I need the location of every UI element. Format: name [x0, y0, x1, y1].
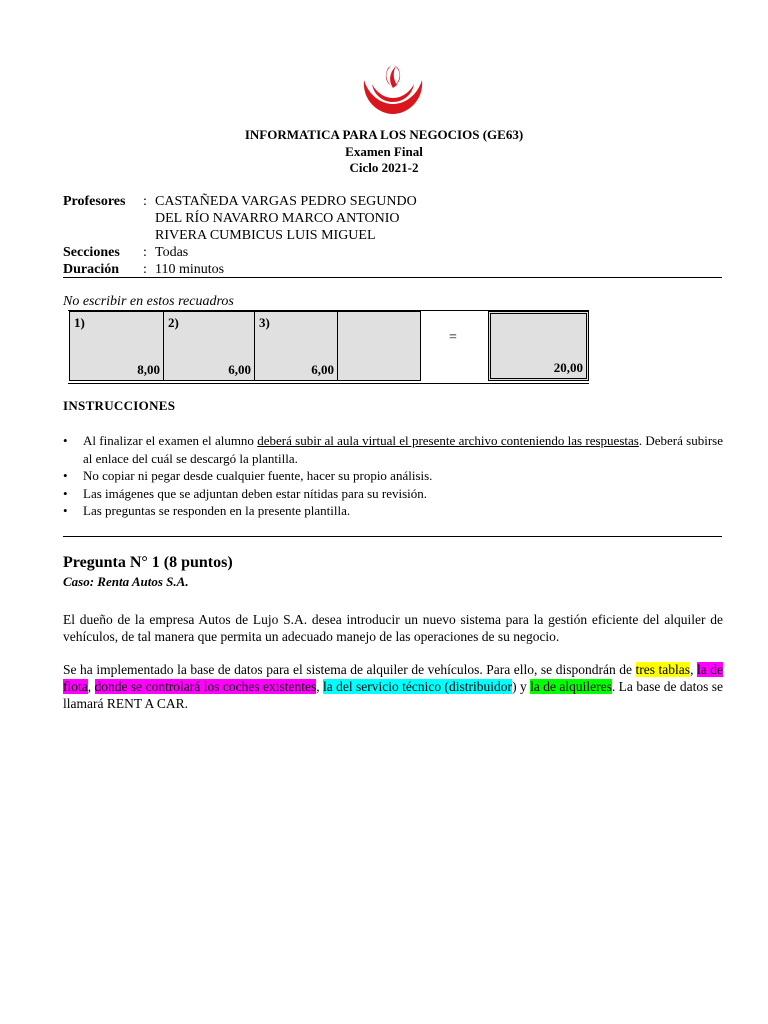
- text: ,: [316, 679, 323, 694]
- score-box-label: 1): [74, 315, 85, 330]
- score-box-points: 6,00: [228, 362, 251, 377]
- score-box-2: [163, 311, 255, 381]
- instructions-list: [63, 432, 723, 520]
- separator: :: [143, 245, 147, 260]
- text: . La base de datos se llamará RENT A CAR.: [63, 679, 724, 711]
- instruction-text: . Deberá subirse al enlace del cuál se descargó la plantilla.: [83, 433, 724, 466]
- text: ) y: [512, 679, 531, 694]
- separator: :: [143, 262, 147, 277]
- profesor-2: DEL RÍO NAVARRO MARCO ANTONIO: [155, 211, 400, 226]
- score-total-box: [488, 311, 589, 381]
- text: Se ha implementado la base de datos para el sistema de alquiler de vehículos. Para ello, se dispondrán de: [63, 662, 636, 677]
- divider: [63, 536, 722, 537]
- secciones-label: Secciones: [63, 245, 120, 260]
- profesor-3: RIVERA CUMBICUS LUIS MIGUEL: [155, 228, 376, 243]
- score-box-points: 8,00: [137, 362, 160, 377]
- score-box-label: 2): [168, 315, 179, 330]
- score-box-3: [254, 311, 338, 381]
- highlight-green: la de alquileres: [530, 679, 612, 694]
- list-item: [63, 432, 723, 467]
- duracion-label: Duración: [63, 262, 119, 277]
- score-box-label: 3): [259, 315, 270, 330]
- separator: :: [143, 194, 147, 209]
- text: ,: [690, 662, 697, 677]
- duracion-value: 110 minutos: [155, 262, 225, 277]
- cycle-title: Ciclo 2021-2: [349, 160, 419, 175]
- list-item: • Las imágenes que se adjuntan deben estar nítidas para su revisión.: [63, 485, 723, 503]
- profesor-1: CASTAÑEDA VARGAS PEDRO SEGUNDO: [155, 194, 417, 209]
- question-case: Caso: Renta Autos S.A.: [63, 574, 189, 589]
- instruction-text: Al finalizar el examen el alumno: [83, 433, 258, 448]
- university-logo: [358, 58, 428, 118]
- highlight-magenta: donde se controlará los coches existentes: [94, 679, 317, 694]
- text: ,: [87, 679, 95, 694]
- highlight-cyan: la del servicio técnico (distribuidor: [323, 679, 513, 694]
- course-title: INFORMATICA PARA LOS NEGOCIOS (GE63): [244, 127, 524, 142]
- list-item: • No copiar ni pegar desde cualquier fuente, hacer su propio análisis.: [63, 467, 723, 485]
- score-box-points: 6,00: [311, 362, 334, 377]
- score-note: No escribir en estos recuadros: [63, 294, 234, 309]
- divider: [63, 277, 722, 278]
- list-item: • Las preguntas se responden en la presente plantilla.: [63, 502, 723, 520]
- score-box-4: [337, 311, 421, 381]
- question-title: Pregunta N° 1 (8 puntos): [63, 554, 233, 571]
- highlight-yellow: tres tablas: [635, 662, 691, 677]
- paragraph-1: El dueño de la empresa Autos de Lujo S.A. desea introducir un nuevo sistema para la gestión eficiente del alquiler de vehículos, de tal manera que permita un adecuado manejo de las operaciones de su negocio.: [63, 612, 723, 644]
- paragraph-2: [63, 661, 723, 712]
- instructions-title: INSTRUCCIONES: [63, 398, 176, 413]
- instruction-underlined: deberá subir al aula virtual el presente archivo conteniendo las respuestas: [257, 433, 639, 448]
- score-total: 20,00: [553, 360, 583, 375]
- equals-sign: =: [449, 330, 457, 345]
- secciones-value: Todas: [155, 245, 189, 260]
- score-box-1: [69, 311, 164, 381]
- exam-title: Examen Final: [345, 144, 423, 159]
- highlight-magenta: la de flota: [63, 662, 724, 694]
- profesores-label: Profesores: [63, 194, 126, 209]
